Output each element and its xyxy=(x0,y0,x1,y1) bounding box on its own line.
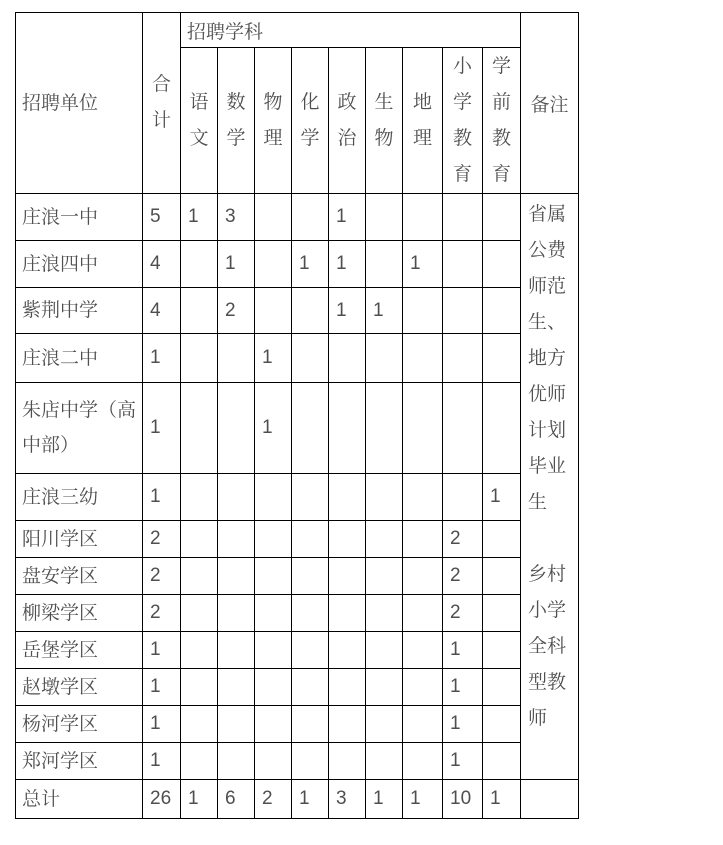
subject-value-cell xyxy=(329,669,366,706)
subject-value-cell xyxy=(181,706,218,743)
unit-cell-text: 柳梁学区 xyxy=(22,602,99,624)
grand-total-subject-cell: 1 xyxy=(181,780,218,819)
subject-value-cell xyxy=(366,334,403,383)
subject-value-cell xyxy=(366,241,403,288)
subject-value-cell xyxy=(403,669,443,706)
total-cell: 1 xyxy=(143,706,181,743)
subject-value-cell: 1 xyxy=(483,474,521,521)
subject-value-cell xyxy=(329,474,366,521)
subject-value-cell: 1 xyxy=(255,334,292,383)
unit-cell-text: 庄浪一中 xyxy=(22,206,99,228)
subject-value-cell xyxy=(218,558,255,595)
subject-value-cell xyxy=(483,194,521,241)
subject-value-cell: 1 xyxy=(443,706,483,743)
header-subject-label: 数学 xyxy=(226,91,246,149)
table-row xyxy=(16,521,579,558)
subject-value-cell: 1 xyxy=(329,194,366,241)
unit-cell-text: 朱店中学（高中部） xyxy=(22,400,137,456)
subject-value-cell: 3 xyxy=(218,194,255,241)
subject-value-cell xyxy=(443,194,483,241)
grand-total-remark-cell xyxy=(521,780,579,819)
subject-value-cell xyxy=(483,595,521,632)
subject-value-cell xyxy=(218,334,255,383)
subject-value-cell xyxy=(292,706,329,743)
subject-value-cell xyxy=(181,558,218,595)
subject-value-cell xyxy=(483,706,521,743)
subject-value-cell xyxy=(292,383,329,474)
grand-total-subject-cell: 1 xyxy=(403,780,443,819)
total-cell: 2 xyxy=(143,558,181,595)
header-subject-label: 小学教育 xyxy=(453,55,473,185)
subject-value-cell xyxy=(181,288,218,334)
unit-cell-text: 岳堡学区 xyxy=(22,639,99,661)
header-subjects-group-label: 招聘学科 xyxy=(187,21,264,43)
unit-cell-text: 盘安学区 xyxy=(22,565,99,587)
subject-value-cell xyxy=(443,288,483,334)
unit-cell xyxy=(16,383,143,474)
subject-value-cell xyxy=(292,194,329,241)
table-row xyxy=(16,241,579,288)
subject-value-cell: 1 xyxy=(443,669,483,706)
grand-total-subject-cell: 10 xyxy=(443,780,483,819)
remark-group-1: 省属公费师范生、地方优师计划毕业生 xyxy=(528,204,567,513)
grand-total-subject-cell: 6 xyxy=(218,780,255,819)
total-cell: 2 xyxy=(143,595,181,632)
total-cell: 2 xyxy=(143,521,181,558)
subject-value-cell xyxy=(483,669,521,706)
unit-cell-text: 庄浪三幼 xyxy=(22,486,99,508)
total-cell: 1 xyxy=(143,334,181,383)
unit-cell xyxy=(16,288,143,334)
subject-value-cell: 2 xyxy=(218,288,255,334)
unit-cell xyxy=(16,595,143,632)
header-subject-cell xyxy=(329,48,366,194)
subject-value-cell xyxy=(366,383,403,474)
total-cell: 1 xyxy=(143,383,181,474)
subject-value-cell xyxy=(255,241,292,288)
grand-total-subject-cell: 1 xyxy=(483,780,521,819)
table-row xyxy=(16,632,579,669)
unit-cell xyxy=(16,474,143,521)
subject-value-cell xyxy=(483,558,521,595)
header-subject-cell xyxy=(403,48,443,194)
subject-value-cell xyxy=(403,521,443,558)
subject-value-cell xyxy=(181,632,218,669)
recruitment-table xyxy=(15,12,579,819)
subject-value-cell xyxy=(218,383,255,474)
subject-value-cell xyxy=(218,632,255,669)
subject-value-cell: 1 xyxy=(403,241,443,288)
subject-value-cell xyxy=(403,558,443,595)
subject-value-cell xyxy=(443,241,483,288)
subject-value-cell xyxy=(366,743,403,780)
subject-value-cell xyxy=(329,558,366,595)
subject-value-cell xyxy=(181,743,218,780)
remark-group-2: 乡村小学全科型教师 xyxy=(528,564,567,729)
unit-cell xyxy=(16,521,143,558)
unit-cell xyxy=(16,743,143,780)
subject-value-cell: 2 xyxy=(443,558,483,595)
subject-value-cell xyxy=(443,474,483,521)
subject-value-cell: 2 xyxy=(443,595,483,632)
subject-value-cell xyxy=(255,632,292,669)
total-cell: 4 xyxy=(143,241,181,288)
subject-value-cell xyxy=(218,474,255,521)
remark-text-block xyxy=(528,197,572,737)
subject-value-cell xyxy=(218,743,255,780)
header-subject-cell xyxy=(255,48,292,194)
grand-total-subject-cell: 1 xyxy=(292,780,329,819)
table-row xyxy=(16,474,579,521)
total-cell: 1 xyxy=(143,743,181,780)
table-row xyxy=(16,595,579,632)
subject-value-cell: 1 xyxy=(366,288,403,334)
header-subject-label: 生物 xyxy=(374,91,394,149)
subject-value-cell xyxy=(403,334,443,383)
grand-total-subject-cell: 1 xyxy=(366,780,403,819)
header-remark-cell xyxy=(521,13,579,194)
subject-value-cell xyxy=(292,595,329,632)
subject-value-cell xyxy=(403,706,443,743)
subject-value-cell: 1 xyxy=(218,241,255,288)
header-subject-cell xyxy=(181,48,218,194)
grand-total-row xyxy=(16,780,579,819)
subject-value-cell: 1 xyxy=(255,383,292,474)
unit-cell-text: 杨河学区 xyxy=(22,713,99,735)
subject-value-cell xyxy=(483,241,521,288)
subject-value-cell xyxy=(366,194,403,241)
subject-value-cell xyxy=(366,521,403,558)
subject-value-cell xyxy=(181,521,218,558)
header-subject-label: 化学 xyxy=(300,91,320,149)
header-subject-cell xyxy=(443,48,483,194)
subject-value-cell xyxy=(255,706,292,743)
table-row xyxy=(16,706,579,743)
header-subject-label: 学前教育 xyxy=(492,55,512,185)
header-subject-cell xyxy=(366,48,403,194)
header-unit-label: 招聘单位 xyxy=(22,92,99,114)
total-cell: 1 xyxy=(143,632,181,669)
unit-cell-text: 郑河学区 xyxy=(22,750,99,772)
subject-value-cell xyxy=(366,558,403,595)
subject-value-cell xyxy=(181,383,218,474)
subject-value-cell xyxy=(483,743,521,780)
grand-total-cell: 26 xyxy=(143,780,181,819)
unit-cell-text: 庄浪四中 xyxy=(22,253,99,275)
unit-cell xyxy=(16,194,143,241)
header-remark-label: 备注 xyxy=(530,94,569,116)
grand-total-subject-cell: 3 xyxy=(329,780,366,819)
subject-value-cell xyxy=(292,334,329,383)
unit-cell-text: 庄浪二中 xyxy=(22,347,99,369)
subject-value-cell xyxy=(403,288,443,334)
subject-value-cell xyxy=(255,669,292,706)
subject-value-cell: 1 xyxy=(292,241,329,288)
remark-merged-cell xyxy=(521,194,579,780)
total-cell: 5 xyxy=(143,194,181,241)
subject-value-cell xyxy=(366,595,403,632)
subject-value-cell xyxy=(292,521,329,558)
subject-value-cell xyxy=(292,474,329,521)
subject-value-cell: 1 xyxy=(443,743,483,780)
header-unit-cell xyxy=(16,13,143,194)
subject-value-cell xyxy=(329,743,366,780)
header-row-1 xyxy=(16,13,579,48)
total-cell: 1 xyxy=(143,669,181,706)
subject-value-cell xyxy=(329,632,366,669)
subject-value-cell xyxy=(483,632,521,669)
subject-value-cell xyxy=(181,241,218,288)
subject-value-cell xyxy=(403,632,443,669)
header-subject-label: 物理 xyxy=(263,91,283,149)
header-subjects-group-cell xyxy=(181,13,521,48)
unit-cell xyxy=(16,706,143,743)
subject-value-cell xyxy=(255,521,292,558)
table-row xyxy=(16,334,579,383)
subject-value-cell xyxy=(292,743,329,780)
table-row xyxy=(16,558,579,595)
unit-cell xyxy=(16,669,143,706)
total-cell: 4 xyxy=(143,288,181,334)
header-subject-cell xyxy=(292,48,329,194)
subject-value-cell xyxy=(181,334,218,383)
subject-value-cell xyxy=(255,474,292,521)
subject-value-cell xyxy=(443,334,483,383)
subject-value-cell xyxy=(483,383,521,474)
table-row xyxy=(16,669,579,706)
subject-value-cell xyxy=(255,595,292,632)
table-row xyxy=(16,288,579,334)
subject-value-cell xyxy=(403,595,443,632)
subject-value-cell xyxy=(292,288,329,334)
subject-value-cell xyxy=(443,383,483,474)
subject-value-cell xyxy=(218,521,255,558)
subject-value-cell xyxy=(181,474,218,521)
table-row xyxy=(16,194,579,241)
unit-cell-text: 赵墩学区 xyxy=(22,676,99,698)
subject-value-cell xyxy=(483,521,521,558)
subject-value-cell xyxy=(366,669,403,706)
subject-value-cell: 1 xyxy=(443,632,483,669)
subject-value-cell xyxy=(181,595,218,632)
subject-value-cell: 1 xyxy=(329,288,366,334)
header-subject-label: 地理 xyxy=(413,91,433,149)
subject-value-cell: 1 xyxy=(181,194,218,241)
header-subject-cell xyxy=(218,48,255,194)
subject-value-cell xyxy=(255,743,292,780)
subject-value-cell xyxy=(403,194,443,241)
unit-cell xyxy=(16,241,143,288)
table-row xyxy=(16,743,579,780)
total-cell: 1 xyxy=(143,474,181,521)
subject-value-cell xyxy=(403,474,443,521)
subject-value-cell xyxy=(255,194,292,241)
unit-cell-text: 紫荆中学 xyxy=(22,300,99,321)
subject-value-cell xyxy=(292,632,329,669)
unit-cell xyxy=(16,558,143,595)
header-subject-cell xyxy=(483,48,521,194)
grand-total-subject-cell: 2 xyxy=(255,780,292,819)
subject-value-cell xyxy=(292,558,329,595)
header-subject-label: 语文 xyxy=(189,91,209,149)
subject-value-cell xyxy=(218,706,255,743)
unit-cell xyxy=(16,632,143,669)
subject-value-cell xyxy=(403,383,443,474)
subject-value-cell xyxy=(366,632,403,669)
subject-value-cell xyxy=(483,334,521,383)
unit-cell xyxy=(16,334,143,383)
subject-value-cell xyxy=(483,288,521,334)
subject-value-cell: 2 xyxy=(443,521,483,558)
unit-cell-text: 阳川学区 xyxy=(22,528,99,550)
subject-value-cell xyxy=(403,743,443,780)
subject-value-cell xyxy=(218,669,255,706)
subject-value-cell xyxy=(255,558,292,595)
subject-value-cell xyxy=(329,521,366,558)
page xyxy=(0,12,723,845)
subject-value-cell xyxy=(366,706,403,743)
subject-value-cell xyxy=(366,474,403,521)
subject-value-cell: 1 xyxy=(329,241,366,288)
table-row xyxy=(16,383,579,474)
subject-value-cell xyxy=(329,334,366,383)
subject-value-cell xyxy=(255,288,292,334)
grand-total-label-cell-text: 总计 xyxy=(22,788,61,810)
subject-value-cell xyxy=(181,669,218,706)
header-subject-label: 政治 xyxy=(337,91,357,149)
subject-value-cell xyxy=(329,706,366,743)
subject-value-cell xyxy=(329,383,366,474)
grand-total-label-cell xyxy=(16,780,143,819)
subject-value-cell xyxy=(218,595,255,632)
header-total-label: 合计 xyxy=(152,74,172,131)
subject-value-cell xyxy=(292,669,329,706)
subject-value-cell xyxy=(329,595,366,632)
header-total-cell xyxy=(143,13,181,194)
